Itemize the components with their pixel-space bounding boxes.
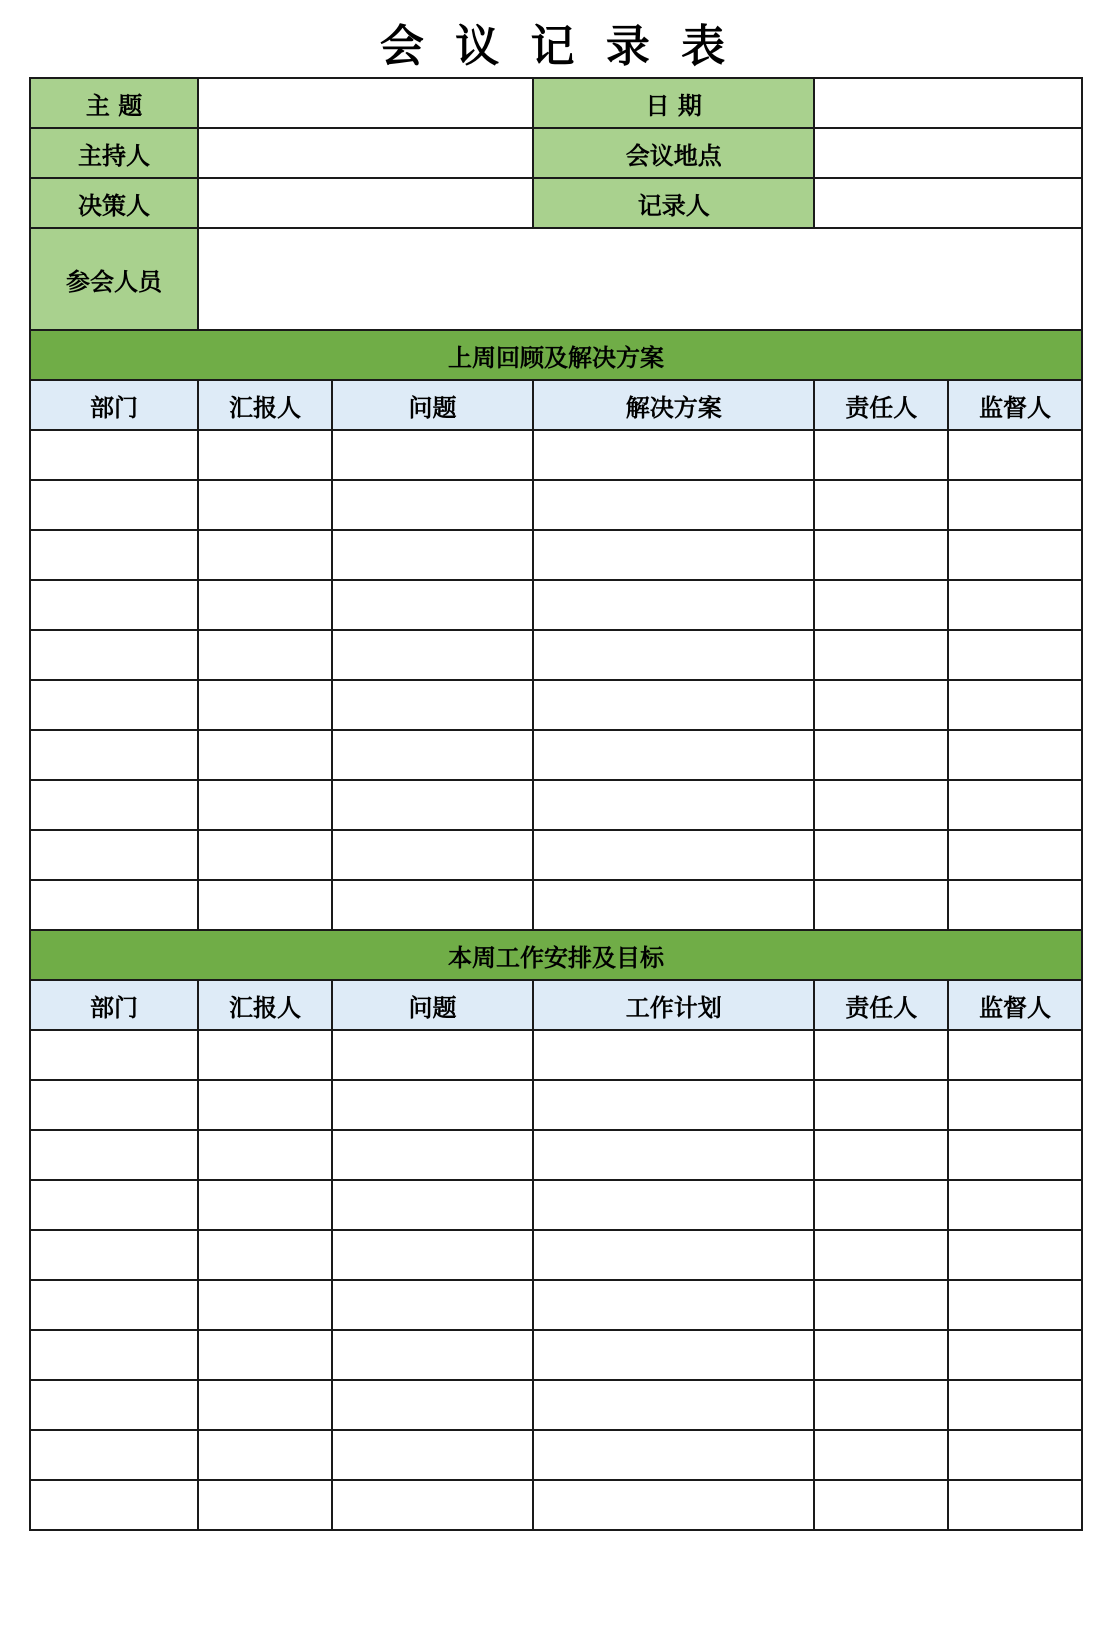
review-cell-supervisor[interactable]: [948, 530, 1082, 580]
plan-cell-solution[interactable]: [533, 1130, 814, 1180]
plan-cell-department[interactable]: [30, 1380, 198, 1430]
review-cell-issue[interactable]: [332, 730, 533, 780]
review-cell-issue[interactable]: [332, 480, 533, 530]
plan-cell-issue[interactable]: [332, 1180, 533, 1230]
table-row: [30, 730, 1082, 780]
plan-cell-supervisor[interactable]: [948, 1480, 1082, 1530]
recorder-field[interactable]: [814, 178, 1082, 228]
review-cell-solution[interactable]: [533, 730, 814, 780]
plan-cell-issue[interactable]: [332, 1380, 533, 1430]
plan-cell-owner[interactable]: [814, 1180, 948, 1230]
review-cell-department[interactable]: [30, 630, 198, 680]
recorder-label: 记录人: [533, 178, 814, 228]
review-cell-department[interactable]: [30, 730, 198, 780]
table-row: [30, 530, 1082, 580]
table-row: [30, 1480, 1082, 1530]
table-row: [30, 1380, 1082, 1430]
plan-cell-reporter[interactable]: [198, 1430, 332, 1480]
plan-cell-owner[interactable]: [814, 1080, 948, 1130]
review-cell-supervisor[interactable]: [948, 580, 1082, 630]
review-cell-department[interactable]: [30, 430, 198, 480]
location-label: 会议地点: [533, 128, 814, 178]
plan-cell-solution[interactable]: [533, 1030, 814, 1080]
plan-cell-supervisor[interactable]: [948, 1280, 1082, 1330]
review-cell-solution[interactable]: [533, 880, 814, 930]
plan-cell-solution[interactable]: [533, 1430, 814, 1480]
date-field[interactable]: [814, 78, 1082, 128]
review-section-title: 上周回顾及解决方案: [30, 330, 1082, 380]
info-row-attendees: [30, 228, 1082, 330]
plan-cell-issue[interactable]: [332, 1130, 533, 1180]
review-cell-solution[interactable]: [533, 630, 814, 680]
plan-column-header-owner: 责任人: [814, 980, 948, 1030]
plan-column-header-reporter: 汇报人: [198, 980, 332, 1030]
review-cell-issue[interactable]: [332, 630, 533, 680]
meeting-record-table: [29, 77, 1083, 1531]
plan-column-header-row: [30, 980, 1082, 1030]
review-cell-reporter[interactable]: [198, 580, 332, 630]
review-column-header-issue: 问题: [332, 380, 533, 430]
plan-column-header-issue: 问题: [332, 980, 533, 1030]
table-row: [30, 1430, 1082, 1480]
review-cell-supervisor[interactable]: [948, 630, 1082, 680]
review-cell-owner[interactable]: [814, 680, 948, 730]
review-cell-reporter[interactable]: [198, 780, 332, 830]
review-column-header-supervisor: 监督人: [948, 380, 1082, 430]
table-row: [30, 680, 1082, 730]
review-column-header-department: 部门: [30, 380, 198, 430]
plan-cell-reporter[interactable]: [198, 1130, 332, 1180]
plan-cell-owner[interactable]: [814, 1430, 948, 1480]
plan-cell-supervisor[interactable]: [948, 1380, 1082, 1430]
table-row: [30, 480, 1082, 530]
review-cell-supervisor[interactable]: [948, 880, 1082, 930]
plan-cell-department[interactable]: [30, 1080, 198, 1130]
review-cell-owner[interactable]: [814, 880, 948, 930]
plan-cell-issue[interactable]: [332, 1080, 533, 1130]
plan-cell-supervisor[interactable]: [948, 1430, 1082, 1480]
plan-cell-reporter[interactable]: [198, 1230, 332, 1280]
review-cell-department[interactable]: [30, 880, 198, 930]
plan-cell-owner[interactable]: [814, 1480, 948, 1530]
review-cell-issue[interactable]: [332, 530, 533, 580]
review-cell-owner[interactable]: [814, 430, 948, 480]
review-cell-owner[interactable]: [814, 580, 948, 630]
plan-cell-solution[interactable]: [533, 1230, 814, 1280]
plan-cell-reporter[interactable]: [198, 1330, 332, 1380]
review-cell-solution[interactable]: [533, 480, 814, 530]
review-cell-department[interactable]: [30, 830, 198, 880]
plan-cell-owner[interactable]: [814, 1280, 948, 1330]
review-cell-reporter[interactable]: [198, 830, 332, 880]
review-cell-solution[interactable]: [533, 580, 814, 630]
review-cell-owner[interactable]: [814, 780, 948, 830]
plan-cell-reporter[interactable]: [198, 1180, 332, 1230]
plan-cell-department[interactable]: [30, 1030, 198, 1080]
plan-cell-supervisor[interactable]: [948, 1130, 1082, 1180]
review-cell-solution[interactable]: [533, 680, 814, 730]
info-row-decision-maker: [30, 178, 1082, 228]
review-cell-reporter[interactable]: [198, 880, 332, 930]
decision-maker-label: 决策人: [30, 178, 198, 228]
plan-cell-owner[interactable]: [814, 1330, 948, 1380]
plan-cell-owner[interactable]: [814, 1130, 948, 1180]
review-column-header-reporter: 汇报人: [198, 380, 332, 430]
decision-maker-field[interactable]: [198, 178, 533, 228]
table-row: [30, 1080, 1082, 1130]
topic-label: 主 题: [30, 78, 198, 128]
review-cell-owner[interactable]: [814, 630, 948, 680]
info-row-topic: [30, 78, 1082, 128]
review-cell-solution[interactable]: [533, 830, 814, 880]
table-row: [30, 1330, 1082, 1380]
review-section-title-row: [30, 330, 1082, 380]
plan-cell-owner[interactable]: [814, 1230, 948, 1280]
review-cell-department[interactable]: [30, 780, 198, 830]
plan-cell-department[interactable]: [30, 1230, 198, 1280]
review-cell-owner[interactable]: [814, 730, 948, 780]
plan-cell-supervisor[interactable]: [948, 1230, 1082, 1280]
plan-cell-department[interactable]: [30, 1130, 198, 1180]
review-cell-reporter[interactable]: [198, 630, 332, 680]
review-cell-reporter[interactable]: [198, 730, 332, 780]
table-row: [30, 1230, 1082, 1280]
plan-cell-owner[interactable]: [814, 1380, 948, 1430]
table-row: [30, 1180, 1082, 1230]
review-cell-reporter[interactable]: [198, 530, 332, 580]
review-cell-issue[interactable]: [332, 580, 533, 630]
review-cell-department[interactable]: [30, 530, 198, 580]
table-row: [30, 880, 1082, 930]
host-label: 主持人: [30, 128, 198, 178]
plan-cell-reporter[interactable]: [198, 1380, 332, 1430]
review-cell-solution[interactable]: [533, 530, 814, 580]
review-cell-issue[interactable]: [332, 680, 533, 730]
plan-cell-supervisor[interactable]: [948, 1030, 1082, 1080]
review-cell-reporter[interactable]: [198, 480, 332, 530]
plan-cell-solution[interactable]: [533, 1380, 814, 1430]
review-cell-solution[interactable]: [533, 780, 814, 830]
plan-cell-issue[interactable]: [332, 1330, 533, 1380]
date-label: 日 期: [533, 78, 814, 128]
table-row: [30, 580, 1082, 630]
review-cell-issue[interactable]: [332, 780, 533, 830]
plan-cell-department[interactable]: [30, 1280, 198, 1330]
review-column-header-solution: 解决方案: [533, 380, 814, 430]
plan-column-header-department: 部门: [30, 980, 198, 1030]
plan-cell-reporter[interactable]: [198, 1080, 332, 1130]
review-cell-supervisor[interactable]: [948, 430, 1082, 480]
table-row: [30, 1030, 1082, 1080]
review-cell-department[interactable]: [30, 480, 198, 530]
plan-section-title: 本周工作安排及目标: [30, 930, 1082, 980]
plan-cell-supervisor[interactable]: [948, 1330, 1082, 1380]
plan-column-header-supervisor: 监督人: [948, 980, 1082, 1030]
review-cell-solution[interactable]: [533, 430, 814, 480]
plan-cell-department[interactable]: [30, 1480, 198, 1530]
plan-cell-supervisor[interactable]: [948, 1080, 1082, 1130]
plan-cell-solution[interactable]: [533, 1180, 814, 1230]
plan-cell-supervisor[interactable]: [948, 1180, 1082, 1230]
table-row: [30, 830, 1082, 880]
host-field[interactable]: [198, 128, 533, 178]
plan-cell-owner[interactable]: [814, 1030, 948, 1080]
review-cell-department[interactable]: [30, 680, 198, 730]
plan-cell-solution[interactable]: [533, 1280, 814, 1330]
review-cell-supervisor[interactable]: [948, 830, 1082, 880]
attendees-label: 参会人员: [30, 228, 198, 330]
plan-cell-issue[interactable]: [332, 1430, 533, 1480]
review-cell-reporter[interactable]: [198, 430, 332, 480]
plan-cell-solution[interactable]: [533, 1330, 814, 1380]
plan-cell-reporter[interactable]: [198, 1030, 332, 1080]
plan-column-header-solution: 工作计划: [533, 980, 814, 1030]
location-field[interactable]: [814, 128, 1082, 178]
plan-cell-department[interactable]: [30, 1180, 198, 1230]
plan-cell-issue[interactable]: [332, 1480, 533, 1530]
plan-section-title-row: [30, 930, 1082, 980]
review-cell-supervisor[interactable]: [948, 730, 1082, 780]
review-cell-issue[interactable]: [332, 430, 533, 480]
review-cell-supervisor[interactable]: [948, 780, 1082, 830]
review-cell-owner[interactable]: [814, 830, 948, 880]
plan-cell-reporter[interactable]: [198, 1480, 332, 1530]
plan-cell-department[interactable]: [30, 1430, 198, 1480]
plan-cell-solution[interactable]: [533, 1480, 814, 1530]
plan-cell-issue[interactable]: [332, 1280, 533, 1330]
table-row: [30, 1280, 1082, 1330]
review-cell-owner[interactable]: [814, 530, 948, 580]
table-row: [30, 630, 1082, 680]
review-cell-supervisor[interactable]: [948, 480, 1082, 530]
review-cell-owner[interactable]: [814, 480, 948, 530]
plan-cell-issue[interactable]: [332, 1230, 533, 1280]
review-column-header-owner: 责任人: [814, 380, 948, 430]
review-cell-reporter[interactable]: [198, 680, 332, 730]
review-cell-supervisor[interactable]: [948, 680, 1082, 730]
plan-cell-department[interactable]: [30, 1330, 198, 1380]
table-row: [30, 430, 1082, 480]
review-column-header-row: [30, 380, 1082, 430]
plan-cell-issue[interactable]: [332, 1030, 533, 1080]
review-cell-issue[interactable]: [332, 830, 533, 880]
page-title: 会 议 记 录 表: [379, 21, 734, 72]
attendees-field[interactable]: [198, 228, 1082, 330]
plan-cell-solution[interactable]: [533, 1080, 814, 1130]
table-row: [30, 780, 1082, 830]
review-cell-department[interactable]: [30, 580, 198, 630]
plan-cell-reporter[interactable]: [198, 1280, 332, 1330]
review-cell-issue[interactable]: [332, 880, 533, 930]
info-row-host: [30, 128, 1082, 178]
table-row: [30, 1130, 1082, 1180]
topic-field[interactable]: [198, 78, 533, 128]
